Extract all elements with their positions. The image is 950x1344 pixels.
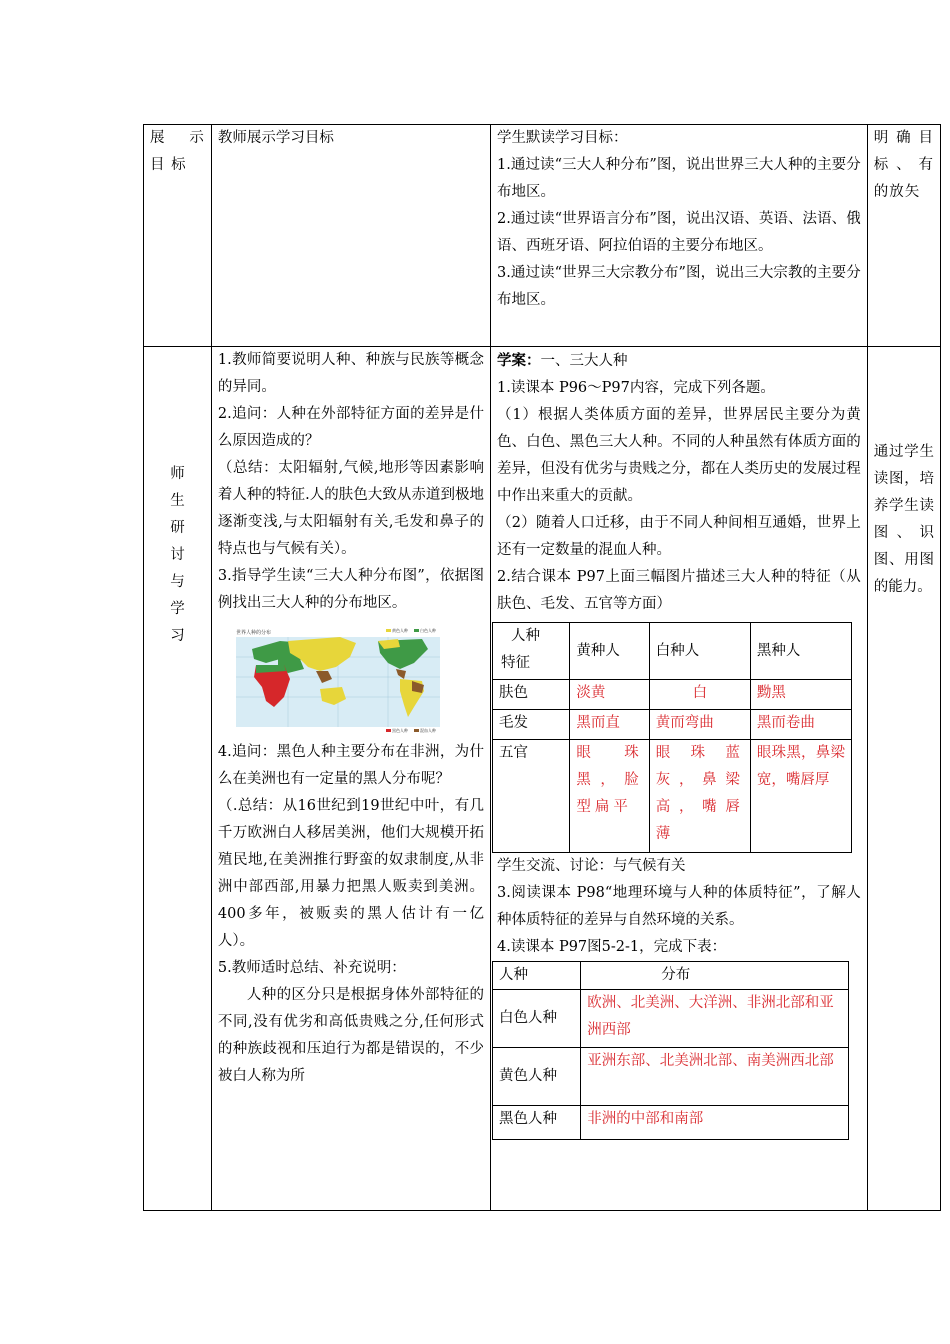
worksheet-item: 学生交流、讨论：与气候有关	[497, 858, 686, 874]
map-title: 世界人种的分布	[235, 630, 271, 636]
row-label: 黑色人种	[493, 1106, 581, 1140]
race-features-table	[492, 622, 852, 853]
teacher-activity-cell	[211, 347, 490, 1211]
table-cell: 非洲的中部和南部	[581, 1106, 849, 1140]
table-row	[493, 962, 849, 990]
stage-cell	[144, 125, 212, 347]
stage-char: 师	[170, 466, 185, 482]
stage-char: 研	[170, 520, 185, 536]
column-header: 黑种人	[750, 623, 851, 680]
teacher-step: 3.指导学生读“三大人种分布图”，依据图例找出三大人种的分布地区。	[217, 568, 484, 611]
goal-item: 2.通过读“世界语言分布”图，说出汉语、英语、法语、俄语、西班牙语、阿拉伯语的主要分布地区。	[497, 211, 861, 254]
corner-cell	[493, 623, 570, 680]
purpose-cell	[867, 125, 940, 347]
corner-top-label: 人种	[511, 628, 540, 644]
worksheet-item: 2.结合课本 P97上面三幅图片描述三大人种的特征（从肤色、毛发、五官等方面）	[497, 569, 861, 612]
table-cell: 黄而弯曲	[649, 710, 750, 740]
svg-text:混血人种: 混血人种	[419, 728, 436, 733]
goal-item: 3.通过读“世界三大宗教分布”图，说出三大宗教的主要分布地区。	[497, 265, 861, 308]
stage-cell-vertical	[144, 347, 212, 1211]
row-label: 毛发	[493, 710, 570, 740]
column-header: 白种人	[649, 623, 750, 680]
table-cell: 欧洲、北美洲、大洋洲、非洲北部和亚洲西部	[581, 990, 849, 1048]
worksheet-item: （2）随着人口迁移，由于不同人种间相互通婚，世界上还有一定数量的混血人种。	[497, 515, 861, 558]
column-header: 人种	[493, 962, 581, 990]
worksheet-item: 3.阅读课本 P98“地理环境与人种的体质特征”，了解人种体质特征的差异与自然环境的关系。	[497, 885, 861, 928]
student-activity-cell	[491, 347, 868, 1211]
worksheet-heading	[497, 347, 861, 375]
stage-label: 展 示 目 标	[150, 130, 205, 173]
table-cell: 眼珠黑，鼻梁宽，嘴唇厚	[750, 740, 851, 853]
race-distribution-table	[492, 961, 849, 1140]
stage-char: 与	[170, 574, 185, 590]
column-header: 黄种人	[570, 623, 649, 680]
corner-bottom-label: 特征	[501, 655, 530, 671]
worksheet-item: 1.读课本 P96～P97内容，完成下列各题。	[497, 380, 775, 396]
table-cell: 淡黄	[570, 680, 649, 710]
teacher-note: 人种的区分只是根据身体外部特征的不同,没有优劣和高低贵贱之分,任何形式的种族歧视和压迫行为都是错误的，不少被白人称为所	[217, 987, 484, 1084]
table-row	[493, 710, 852, 740]
worksheet-section-title: 一、三大人种	[540, 353, 628, 369]
table-row	[493, 1048, 849, 1106]
table-row	[493, 990, 849, 1048]
lesson-plan-table	[143, 124, 941, 1211]
table-cell: 黑而卷曲	[750, 710, 851, 740]
table-cell: 眼珠黑，脸型扁平	[570, 740, 649, 853]
teacher-activity-text: 教师展示学习目标	[217, 130, 334, 146]
teacher-activity-cell	[211, 125, 490, 347]
table-cell: 白	[649, 680, 750, 710]
purpose-cell	[867, 347, 940, 1211]
table-row	[493, 680, 852, 710]
row-label: 肤色	[493, 680, 570, 710]
teacher-step: 2.追问：人种在外部特征方面的差异是什么原因造成的？	[217, 406, 484, 449]
stage-char: 生	[170, 493, 185, 509]
student-activity-cell	[491, 125, 868, 347]
worksheet-item: 4.读课本 P97图5-2-1，完成下表：	[497, 939, 727, 955]
worksheet-item: （1）根据人类体质方面的差异，世界居民主要分为黄色、白色、黑色三大人种。不同的人种虽然有体质方面的差异，但没有优劣与贵贱之分，都在人类历史的发展过程中作出来重大的贡献。	[497, 407, 861, 504]
goals-heading: 学生默读学习目标：	[497, 130, 628, 146]
teacher-step: 4.追问：黑色人种主要分布在非洲，为什么在美洲也有一定量的黑人分布呢？	[217, 744, 484, 787]
stage-char: 学	[170, 601, 185, 617]
goal-item: 1.通过读“三大人种分布”图，说出世界三大人种的主要分布地区。	[497, 157, 861, 200]
table-row-goals	[144, 125, 941, 347]
teacher-summary: （总结：太阳辐射,气候,地形等因素影响着人种的特征.人的肤色大致从赤道到极地逐渐变浅,与太阳辐射有关,毛发和鼻子的特点也与气候有关）。	[217, 460, 484, 557]
teacher-step: 1.教师简要说明人种、种族与民族等概念的异同。	[217, 352, 484, 395]
teacher-step: 5.教师适时总结、补充说明：	[217, 960, 406, 976]
table-row-study	[144, 347, 941, 1211]
world-race-distribution-map	[228, 627, 446, 733]
purpose-text: 通过学生读图，培养学生读图、识图、用图的能力。	[873, 444, 934, 595]
table-row	[493, 623, 852, 680]
stage-char: 习	[170, 628, 185, 644]
table-row	[493, 1106, 849, 1140]
row-label: 五官	[493, 740, 570, 853]
svg-text:白色人种: 白色人种	[419, 628, 436, 633]
row-label: 黄色人种	[493, 1048, 581, 1106]
teacher-summary: （.总结：从16世纪到19世纪中叶，有几千万欧洲白人移居美洲，他们大规模开拓殖民地,在美洲推行野蛮的奴隶制度,从非洲中部西部,用暴力把黑人贩卖到美洲。400多年，被贩卖的黑人估计有一亿人）。	[217, 798, 484, 949]
table-cell: 亚洲东部、北美洲北部、南美洲西北部	[581, 1048, 849, 1106]
row-label: 白色人种	[493, 990, 581, 1048]
stage-char: 讨	[170, 547, 185, 563]
table-cell: 黝黑	[750, 680, 851, 710]
table-row	[493, 740, 852, 853]
purpose-text: 明 确 目 标、有的放矢	[873, 130, 934, 200]
svg-text:黄色人种: 黄色人种	[391, 628, 408, 633]
lesson-plan-page	[143, 124, 950, 1211]
worksheet-label: 学案：	[497, 352, 541, 369]
table-cell: 黑而直	[570, 710, 649, 740]
svg-text:黑色人种: 黑色人种	[391, 728, 408, 733]
column-header: 分布	[581, 962, 849, 990]
table-cell: 眼珠蓝灰，鼻梁高，嘴唇薄	[649, 740, 750, 853]
